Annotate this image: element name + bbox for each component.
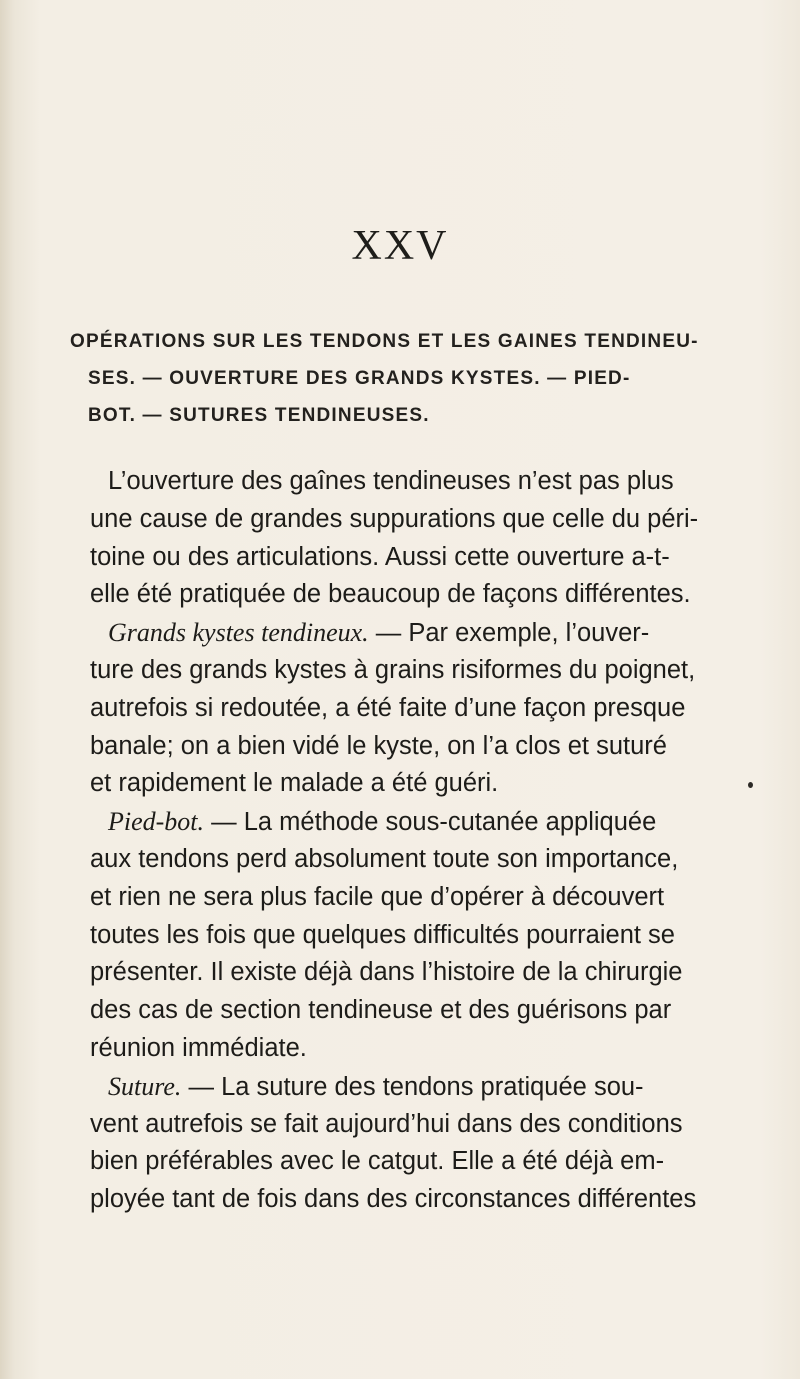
- section-title-kystes: Grands kystes tendineux.: [108, 618, 369, 648]
- section-suture-first-line: [90, 1068, 740, 1106]
- chapter-number: XXV: [351, 223, 449, 269]
- text-line: aux tendons perd absolument toute son importance,: [90, 844, 679, 873]
- text-line: elle été pratiquée de beaucoup de façons différentes.: [90, 580, 691, 609]
- heading-line: OPÉRATIONS SUR LES TENDONS ET LES GAINES TENDINEU-: [70, 331, 699, 352]
- text-line: banale; on a bien vidé le kyste, on l’a clos et suturé: [90, 731, 667, 760]
- text-line: présenter. Il existe déjà dans l’histoire de la chirurgie: [90, 958, 683, 987]
- text-line: ture des grands kystes à grains risiformes du poignet,: [90, 655, 696, 684]
- text-line: ployée tant de fois dans des circonstances différentes: [90, 1185, 697, 1214]
- ink-speck: [748, 782, 753, 788]
- text-line: une cause de grandes suppurations que celle du péri-: [90, 504, 699, 533]
- text-line: L’ouverture des gaînes tendineuses n’est pas plus: [108, 467, 674, 495]
- heading-line: BOT. — SUTURES TENDINEUSES.: [88, 405, 430, 426]
- text-line: vent autrefois se fait aujourd’hui dans des conditions: [90, 1109, 683, 1138]
- section-pied-bot-first-line: [90, 803, 740, 841]
- heading-line: SES. — OUVERTURE DES GRANDS KYSTES. — PIED-: [88, 368, 631, 389]
- text-line: toutes les fois que quelques difficultés pourraient se: [90, 920, 675, 949]
- section-kystes-first-line: [90, 614, 740, 652]
- text-run: — La suture des tendons pratiquée sou-: [181, 1072, 644, 1101]
- text-line: toine ou des articulations. Aussi cette ouverture a-t-: [90, 542, 670, 571]
- text-line: des cas de section tendineuse et des guérisons par: [90, 996, 672, 1025]
- section-title-suture: Suture.: [108, 1071, 182, 1101]
- text-line: et rien ne sera plus facile que d’opérer à découvert: [90, 882, 665, 911]
- text-line: réunion immédiate.: [90, 1033, 307, 1062]
- chapter-heading: [70, 323, 730, 434]
- text-line: et rapidement le malade a été guéri.: [90, 769, 499, 798]
- text-run: — Par exemple, l’ouver-: [368, 619, 650, 648]
- text-line: bien préférables avec le catgut. Elle a été déjà em-: [90, 1147, 665, 1176]
- text-line: autrefois si redoutée, a été faite d’une façon presque: [90, 693, 686, 722]
- text-run: — La méthode sous-cutanée appliquée: [204, 808, 657, 837]
- body-text: [90, 463, 740, 1219]
- section-title-pied-bot: Pied-bot.: [108, 807, 205, 837]
